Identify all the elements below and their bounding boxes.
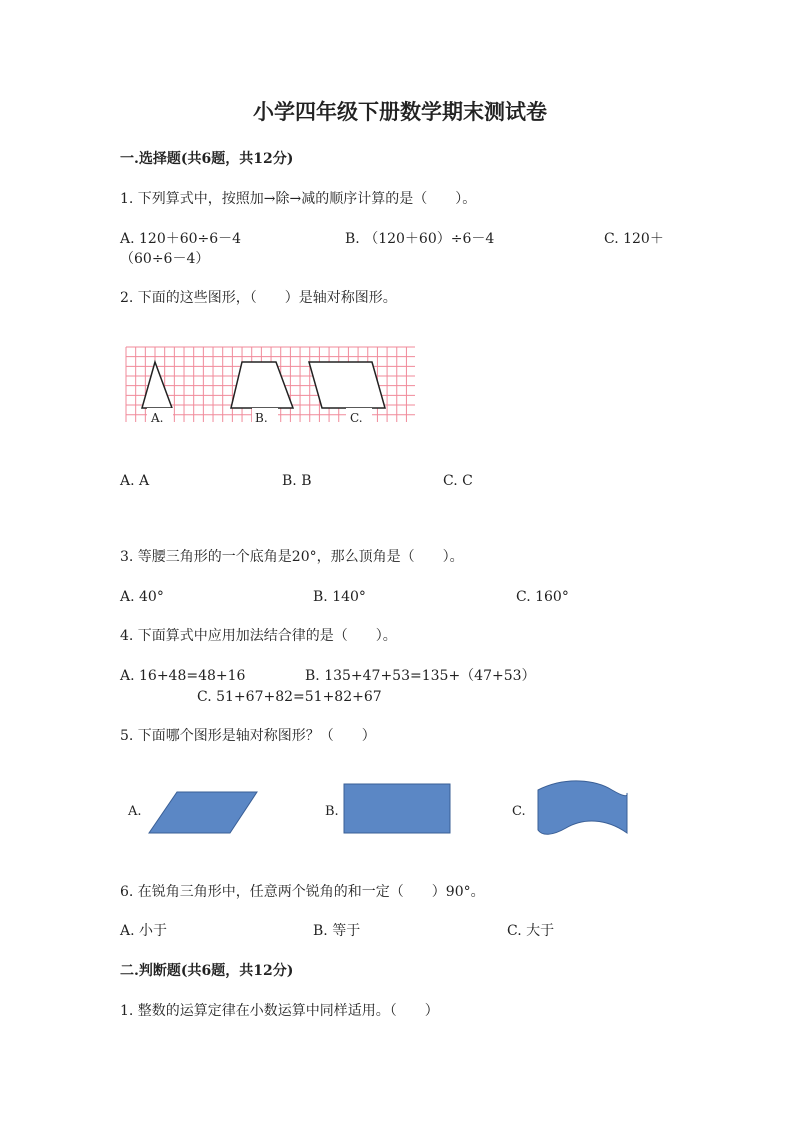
- question-1-option-a[interactable]: A. 120＋60÷6－4: [120, 231, 242, 247]
- shape-b-rectangle: [344, 784, 450, 833]
- question-4-stem: 4. 下面算式中应用加法结合律的是（ ）。: [120, 628, 397, 644]
- question-1-option-c-continued: （60÷6－4）: [120, 251, 210, 267]
- figure-c-label: C.: [350, 411, 363, 425]
- shape-a-label: A.: [128, 804, 142, 819]
- figure-a-triangle: [142, 362, 172, 408]
- question-2-stem: 2. 下面的这些图形，（ ）是轴对称图形。: [120, 290, 397, 306]
- question-5-shapes-figure: [120, 778, 635, 840]
- shape-c-wave-flag: [538, 781, 627, 834]
- question-3-option-c[interactable]: C. 160°: [516, 589, 569, 605]
- section-heading-choice: 一.选择题(共6题，共12分): [120, 151, 294, 167]
- question-2-option-c[interactable]: C. C: [443, 473, 473, 489]
- judge-question-1-stem: 1. 整数的运算定律在小数运算中同样适用。（ ）: [120, 1003, 439, 1019]
- question-2-option-b[interactable]: B. B: [282, 473, 312, 489]
- question-4-option-a[interactable]: A. 16+48=48+16: [120, 668, 246, 684]
- shape-a-parallelogram: [149, 792, 257, 833]
- question-1-option-c[interactable]: C. 120＋: [604, 231, 664, 247]
- question-1-option-b[interactable]: B. （120＋60）÷6－4: [345, 231, 495, 247]
- question-2-option-a[interactable]: A. A: [120, 473, 150, 489]
- figure-b-label: B.: [255, 411, 268, 425]
- figure-a-label: A.: [151, 411, 164, 425]
- page-title: 小学四年级下册数学期末测试卷: [253, 99, 547, 124]
- question-3-stem: 3. 等腰三角形的一个底角是20°，那么顶角是（ ）。: [120, 549, 464, 565]
- figure-c-parallelogram: [309, 362, 385, 408]
- figure-b-trapezoid: [231, 362, 293, 408]
- shape-b-label: B.: [325, 804, 339, 819]
- question-2-grid-figure: [125, 346, 417, 424]
- question-6-option-c[interactable]: C. 大于: [507, 923, 555, 939]
- question-3-option-a[interactable]: A. 40°: [120, 589, 164, 605]
- question-4-option-c[interactable]: C. 51+67+82=51+82+67: [197, 689, 382, 705]
- question-6-option-a[interactable]: A. 小于: [120, 923, 168, 939]
- question-4-option-b[interactable]: B. 135+47+53=135+（47+53）: [305, 668, 536, 684]
- question-6-stem: 6. 在锐角三角形中，任意两个锐角的和一定（ ）90°。: [120, 884, 485, 900]
- question-6-option-b[interactable]: B. 等于: [313, 923, 361, 939]
- question-1-stem: 1. 下列算式中，按照加→除→减的顺序计算的是（ ）。: [120, 191, 477, 207]
- question-5-stem: 5. 下面哪个图形是轴对称图形？（ ）: [120, 728, 376, 744]
- shape-c-label: C.: [512, 804, 526, 819]
- section-heading-true-false: 二.判断题(共6题，共12分): [120, 963, 294, 979]
- question-3-option-b[interactable]: B. 140°: [313, 589, 366, 605]
